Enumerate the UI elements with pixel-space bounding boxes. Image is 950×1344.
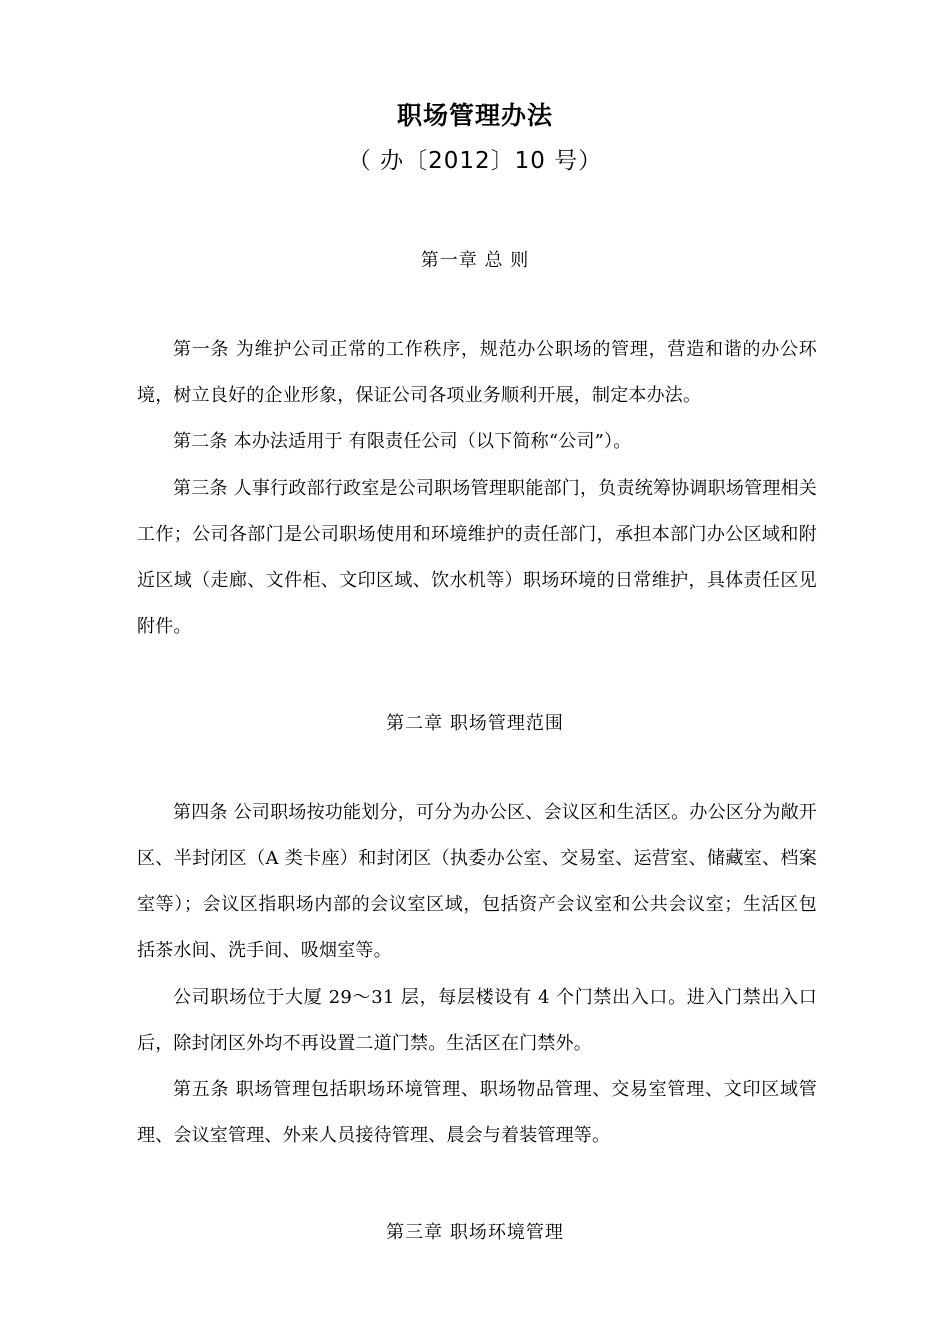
- chapter-heading-1: 第一章 总 则: [420, 250, 530, 271]
- document-number: （ 办〔2012〕10 号）: [347, 148, 603, 174]
- chapter-heading-2: 第二章 职场管理范围: [386, 713, 564, 734]
- article-3: 第三条 人事行政部行政室是公司职场管理职能部门，负责统筹协调职场管理相关工作；公司各部门是公司职场使用和环境维护的责任部门，承担本部门办公区域和附近区域（走廊、文件柜、文印区域、饮水机等）职场环境的日常维护，具体责任区见附件。: [137, 478, 817, 637]
- article-4-continuation: 公司职场位于大厦 29～31 层，每层楼设有 4 个门禁出入口。进入门禁出入口后，除封闭区外均不再设置二道门禁。生活区在门禁外。: [137, 987, 817, 1054]
- article-2: 第二条 本办法适用于 有限责任公司（以下简称“公司”）。: [173, 431, 632, 452]
- article-1: 第一条 为维护公司正常的工作秩序，规范办公职场的管理，营造和谐的办公环境，树立良好的企业形象，保证公司各项业务顺利开展，制定本办法。: [137, 339, 817, 406]
- article-4: 第四条 公司职场按功能划分，可分为办公区、会议区和生活区。办公区分为敞开区、半封闭区（A 类卡座）和封闭区（执委办公室、交易室、运营室、储藏室、档案室等）；会议区指职场内部的会议室区域，包括资产会议室和公共会议室；生活区包括茶水间、洗手间、吸烟室等。: [137, 802, 817, 961]
- chapter-heading-3: 第三章 职场环境管理: [386, 1222, 564, 1243]
- document-title: 职场管理办法: [396, 101, 553, 130]
- article-5: 第五条 职场管理包括职场环境管理、职场物品管理、交易室管理、文印区域管理、会议室管理、外来人员接待管理、晨会与着装管理等。: [137, 1079, 817, 1146]
